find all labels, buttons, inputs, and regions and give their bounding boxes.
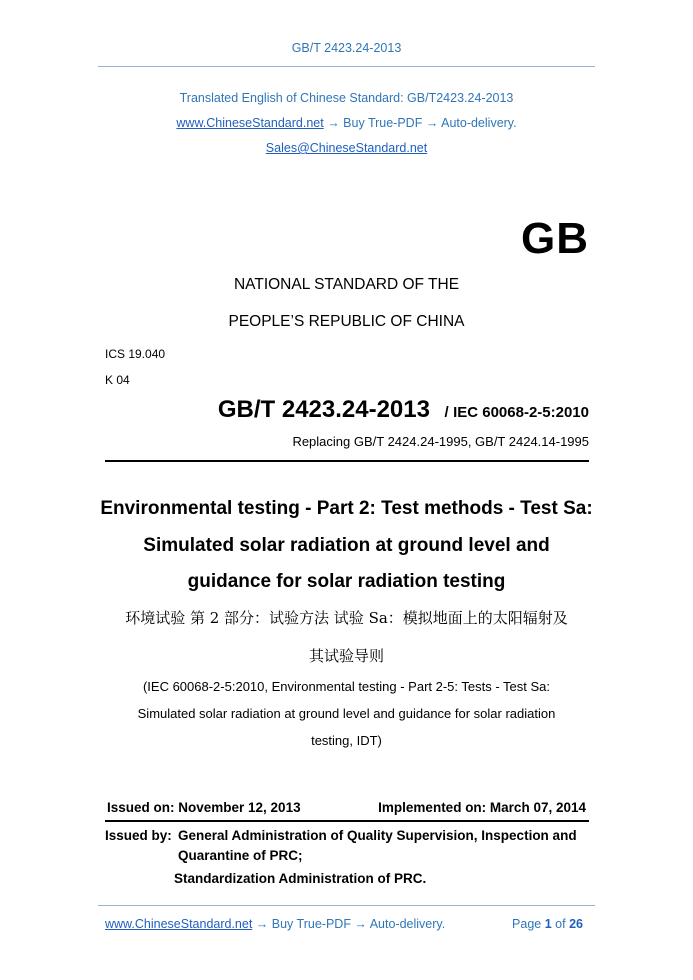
title-en-line2: Simulated solar radiation at ground level and: [143, 535, 550, 556]
idt-line2: Simulated solar radiation at ground level and guidance for solar radiation: [137, 706, 556, 721]
ccs-code: K 04: [105, 373, 130, 387]
footer-buy-text: → Buy True-PDF → Auto-delivery.: [255, 917, 446, 931]
page-indicator: [512, 917, 583, 931]
running-header: GB/T 2423.24-2013: [291, 41, 402, 55]
promo-links: [0, 116, 693, 130]
national-standard-line1: NATIONAL STANDARD OF THE: [233, 276, 460, 293]
site-link[interactable]: www.ChineseStandard.net: [176, 116, 324, 130]
of-word: of: [555, 917, 566, 931]
page-word: Page: [512, 917, 542, 931]
promo-buy-text: → Buy True-PDF → Auto-delivery.: [327, 116, 517, 130]
issuer-org1-line2: Quarantine of PRC;: [178, 848, 303, 863]
page-total: 26: [569, 917, 583, 931]
footer-site-link[interactable]: www.ChineseStandard.net: [105, 917, 253, 931]
footer-links: [105, 917, 445, 931]
implemented-date: Implemented on: March 07, 2014: [378, 800, 586, 815]
idt-line1: (IEC 60068-2-5:2010, Environmental testing - Part 2-5: Tests - Test Sa:: [142, 679, 551, 694]
page-number: 1: [544, 917, 552, 931]
national-standard-line2: PEOPLE’S REPUBLIC OF CHINA: [228, 313, 465, 330]
header-rule: [98, 66, 595, 67]
issuer-org1-line1: General Administration of Quality Supervision, Inspection and: [178, 828, 577, 843]
standard-code: GB/T 2423.24-2013: [217, 396, 430, 423]
iec-code: IEC 60068-2-5:2010: [453, 404, 589, 421]
issued-date: Issued on: November 12, 2013: [107, 800, 301, 815]
code-rule: [105, 460, 589, 462]
issuer-org2: Standardization Administration of PRC.: [174, 871, 427, 886]
gb-logo: GB: [521, 214, 589, 263]
promo-email-line: [0, 141, 693, 155]
email-link[interactable]: Sales@ChineseStandard.net: [265, 141, 428, 155]
promo-line: Translated English of Chinese Standard: GB/T2423.24-2013: [179, 91, 514, 105]
replacing-line: Replacing GB/T 2424.24-1995, GB/T 2424.14-1995: [292, 434, 589, 449]
footer-rule: [98, 905, 595, 906]
standard-code-line: [218, 396, 589, 424]
dates-rule: [105, 820, 589, 822]
title-en-line1: Environmental testing - Part 2: Test methods - Test Sa:: [100, 498, 593, 519]
idt-line3: testing, IDT): [311, 733, 382, 748]
ics-code: ICS 19.040: [105, 347, 166, 361]
issued-by-label: Issued by:: [105, 828, 172, 843]
title-zh-line1: 环境试验 第 2 部分：试验方法 试验 Sa：模拟地面上的太阳辐射及: [125, 609, 568, 627]
code-separator: /: [444, 404, 449, 421]
title-zh-line2: 其试验导则: [308, 647, 384, 665]
title-en-line3: guidance for solar radiation testing: [187, 571, 506, 592]
